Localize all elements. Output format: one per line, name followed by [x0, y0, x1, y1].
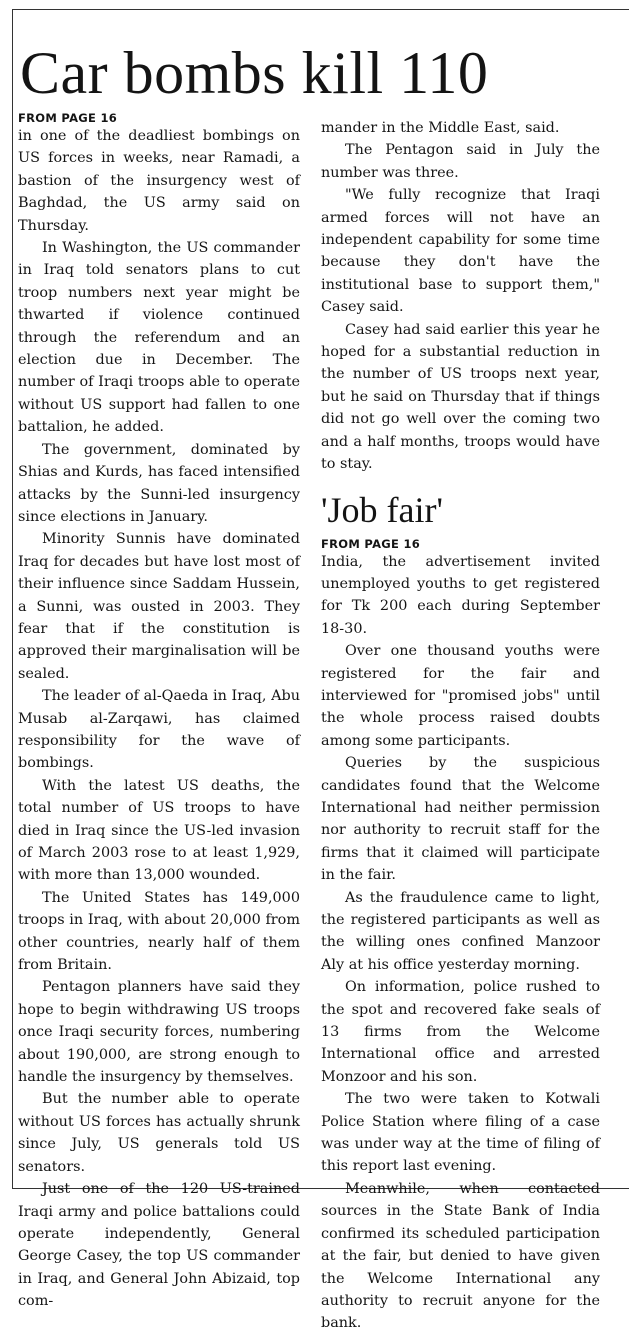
- article-headline: Car bombs kill 110: [20, 40, 489, 106]
- article-paragraph: in one of the deadliest bombings on US forces in weeks, near Ramadi, a bastion of the insurgency west of Baghdad, the US army said on Thursday.: [18, 128, 300, 234]
- job-fair-paragraph: On information, police rushed to the spot and recovered fake seals of 13 firms from the Welcome International office and arrested Monzoor and his son.: [321, 979, 600, 1085]
- job-fair-headline: 'Job fair': [321, 489, 443, 530]
- article-paragraph: But the number able to operate without US forces has actually shrunk since July, US generals told US senators.: [18, 1091, 300, 1175]
- article-paragraph: With the latest US deaths, the total number of US troops to have died in Iraq since the US-led invasion of March 2003 rose to at least 1,929, with more than 13,000 wounded.: [18, 777, 300, 884]
- job-fair-paragraph: Meanwhile, when contacted sources in the State Bank of India confirmed its scheduled participation at the fair, but denied to have given the Welcome International any authority to recruit anyone for the bank.: [321, 1180, 600, 1332]
- article-paragraph: The Pentagon said in July the number was three.: [321, 142, 600, 181]
- job-fair-paragraph: India, the advertisement invited unemployed youths to get registered for Tk 200 each during September 18-30.: [321, 553, 600, 637]
- article-paragraph: Pentagon planners have said they hope to begin withdrawing US troops once Iraqi security forces, numbering about 190,000, are strong enough to handle the insurgency by themselves.: [18, 979, 300, 1086]
- article-paragraph: The leader of al-Qaeda in Iraq, Abu Musab al-Zarqawi, has claimed responsibility for the wave of bombings.: [18, 688, 300, 772]
- job-fair-paragraph: Queries by the suspicious candidates found that the Welcome International had neither permission nor authority to recruit staff for the firms that it claimed will participate in the fair.: [321, 755, 600, 884]
- article-kicker: FROM PAGE 16: [18, 111, 118, 125]
- article-right-column: [321, 117, 600, 1335]
- top-rule: [12, 9, 629, 10]
- left-column-rule: [12, 10, 13, 1188]
- article-paragraph: Minority Sunnis have dominated Iraq for decades but have lost most of their influence since Saddam Hussein, a Sunni, was ousted in 2003. They fear that if the constitution is approved their marginalisation will be sealed.: [18, 531, 300, 682]
- article-paragraph: In Washington, the US commander in Iraq told senators plans to cut troop numbers next year might be thwarted if violence continued through the referendum and an election due in December. The number of Iraqi troops able to operate without US support had fallen to one battalion, he added.: [18, 240, 300, 436]
- article-paragraph: Just one of the 120 US-trained Iraqi army and police battalions could operate independently, General George Casey, the top US commander in Iraq, and General John Abizaid, top com-: [18, 1181, 300, 1310]
- job-fair-paragraph: As the fraudulence came to light, the registered participants as well as the willing ones confined Manzoor Aly at his office yesterday morning.: [321, 889, 600, 973]
- article-continuation: mander in the Middle East, said.: [321, 120, 560, 136]
- article-paragraph: The United States has 149,000 troops in Iraq, with about 20,000 from other countries, nearly half of them from Britain.: [18, 889, 300, 974]
- article-paragraph: The government, dominated by Shias and Kurds, has faced intensified attacks by the Sunni-led insurgency since elections in January.: [18, 441, 300, 525]
- job-fair-kicker: FROM PAGE 16: [321, 536, 421, 551]
- job-fair-paragraph: Over one thousand youths were registered for the fair and interviewed for "promised jobs" until the whole process raised doubts among some participants.: [321, 643, 600, 749]
- article-paragraph: Casey had said earlier this year he hoped for a substantial reduction in the number of US troops next year, but he said on Thursday that if things did not go well over the coming two and a half months, troops would have to stay.: [321, 321, 600, 473]
- article-paragraph: "We fully recognize that Iraqi armed forces will not have an independent capability for some time because they don't have the institutional base to support them," Casey said.: [321, 187, 600, 316]
- article-left-column: [18, 112, 300, 1313]
- job-fair-paragraph: The two were taken to Kotwali Police Station where filing of a case was under way at the time of filing of this report last evening.: [321, 1091, 600, 1175]
- job-fair-section: [321, 488, 600, 1335]
